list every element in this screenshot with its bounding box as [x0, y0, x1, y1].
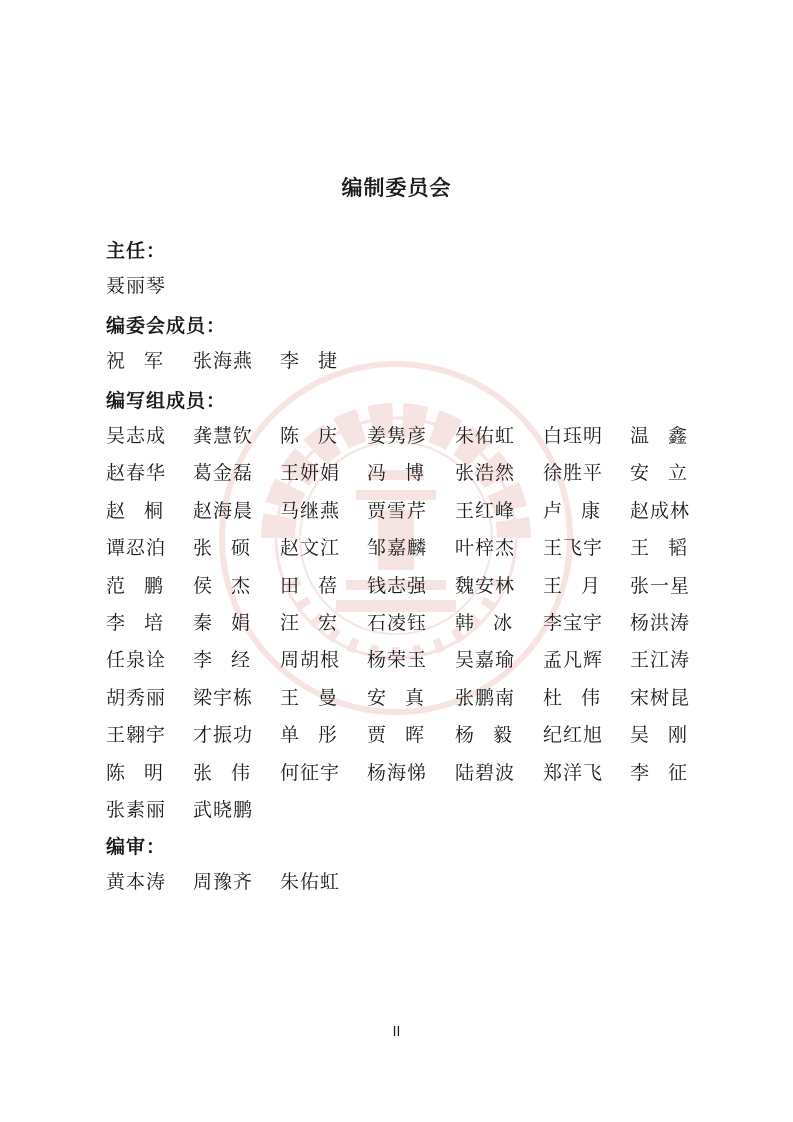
member-name: 葛金磊: [193, 462, 254, 485]
member-name: 温 鑫: [630, 425, 687, 447]
member-name: 徐胜平: [543, 462, 604, 485]
member-name: 王飞宇: [543, 537, 604, 560]
member-name: 祝 军: [106, 350, 163, 372]
member-name: 陈 明: [106, 761, 163, 784]
member-name: 范 鹏: [106, 574, 163, 597]
member-name: 冯 博: [367, 462, 424, 485]
member-name: 李 捷: [280, 350, 337, 372]
member-name: 陆碧波: [455, 761, 516, 784]
member-name: 武晓鹏: [193, 799, 254, 821]
name-row: [106, 685, 696, 711]
member-name: 聂丽琴: [106, 275, 167, 297]
member-name: 王 韬: [630, 537, 687, 560]
member-name: 吴志成: [106, 425, 167, 447]
member-name: 王翱宇: [106, 724, 167, 747]
member-name: 赵海晨: [193, 499, 254, 522]
member-name: 白珏明: [543, 425, 604, 447]
name-row: [106, 797, 696, 823]
section-heading-reviewers: 编审：: [106, 836, 167, 858]
member-name: 安 立: [630, 462, 687, 485]
member-name: 李 培: [106, 612, 163, 634]
member-name: 贾雪芹: [367, 499, 428, 522]
name-row: [106, 535, 696, 561]
member-name: 纪红旭: [543, 724, 604, 747]
member-name: 王 月: [543, 574, 600, 597]
member-name: 王妍娟: [280, 462, 341, 485]
member-name: 吴嘉瑜: [455, 649, 516, 672]
member-name: 安 真: [367, 686, 424, 709]
member-name: 张素丽: [106, 799, 167, 821]
member-name: 石凌钰: [367, 612, 428, 634]
name-row: [106, 722, 696, 748]
member-name: 陈 庆: [280, 425, 337, 447]
member-name: 侯 杰: [193, 574, 250, 597]
name-row: [106, 348, 696, 374]
member-name: 赵春华: [106, 462, 167, 485]
member-name: 李 征: [630, 761, 687, 784]
member-name: 马继燕: [280, 499, 341, 522]
member-name: 梁宇栋: [193, 686, 254, 709]
page-number: II: [392, 1025, 401, 1040]
member-name: 宋树昆: [630, 686, 691, 709]
member-name: 赵 桐: [106, 499, 163, 522]
member-name: 张海燕: [193, 350, 254, 372]
member-name: 秦 娟: [193, 612, 250, 634]
member-name: 龚慧钦: [193, 425, 254, 447]
member-name: 杜 伟: [543, 686, 600, 709]
member-name: 王江涛: [630, 649, 691, 672]
member-name: 姜隽彦: [367, 425, 428, 447]
member-name: 胡秀丽: [106, 686, 167, 709]
name-row: [106, 647, 696, 673]
member-name: 单 彤: [280, 724, 337, 747]
member-name: 李宝宇: [543, 612, 604, 634]
member-name: 钱志强: [367, 574, 428, 597]
member-name: 朱佑虹: [280, 871, 341, 893]
member-name: 叶梓杰: [455, 537, 516, 560]
member-name: 邹嘉麟: [367, 537, 428, 560]
name-row: [106, 610, 696, 636]
member-name: 周豫齐: [193, 871, 254, 893]
member-name: 郑洋飞: [543, 761, 604, 784]
member-name: 张一星: [630, 574, 691, 597]
section-heading-director: 主任：: [106, 240, 167, 262]
member-name: 张浩然: [455, 462, 516, 485]
member-name: 李 经: [193, 649, 250, 672]
name-row: [106, 498, 696, 524]
name-row: [106, 460, 696, 486]
member-name: 王 曼: [280, 686, 337, 709]
member-name: 汪 宏: [280, 612, 337, 634]
member-name: 孟凡辉: [543, 649, 604, 672]
member-name: 杨荣玉: [367, 649, 428, 672]
member-name: 王红峰: [455, 499, 516, 522]
section-heading-editorial-board: 编委会成员：: [106, 315, 227, 337]
member-name: 何征宇: [280, 761, 341, 784]
member-name: 张 硕: [193, 537, 250, 560]
member-name: 杨洪涛: [630, 612, 691, 634]
member-name: 韩 冰: [455, 612, 512, 634]
member-name: 杨海悌: [367, 761, 428, 784]
member-name: 朱佑虹: [455, 425, 516, 447]
member-name: 魏安林: [455, 574, 516, 597]
name-row: [106, 760, 696, 786]
section-heading-writing-group: 编写组成员：: [106, 390, 227, 412]
member-name: 卢 康: [543, 499, 600, 522]
member-name: 田 蓓: [280, 574, 337, 597]
page-title: 编制委员会: [341, 176, 452, 200]
member-name: 张鹏南: [455, 686, 516, 709]
name-row: [106, 273, 696, 299]
member-name: 赵成林: [630, 499, 691, 522]
name-row: [106, 423, 696, 449]
member-name: 才振功: [193, 724, 254, 747]
member-name: 谭忍泊: [106, 537, 167, 560]
member-name: 赵文江: [280, 537, 341, 560]
member-name: 任泉诠: [106, 649, 167, 672]
name-row: [106, 573, 696, 599]
member-name: 贾 晖: [367, 724, 424, 747]
member-name: 吴 刚: [630, 724, 687, 747]
name-row: [106, 869, 696, 895]
member-name: 周胡根: [280, 649, 341, 672]
member-name: 黄本涛: [106, 871, 167, 893]
member-name: 张 伟: [193, 761, 250, 784]
member-name: 杨 毅: [455, 724, 512, 747]
